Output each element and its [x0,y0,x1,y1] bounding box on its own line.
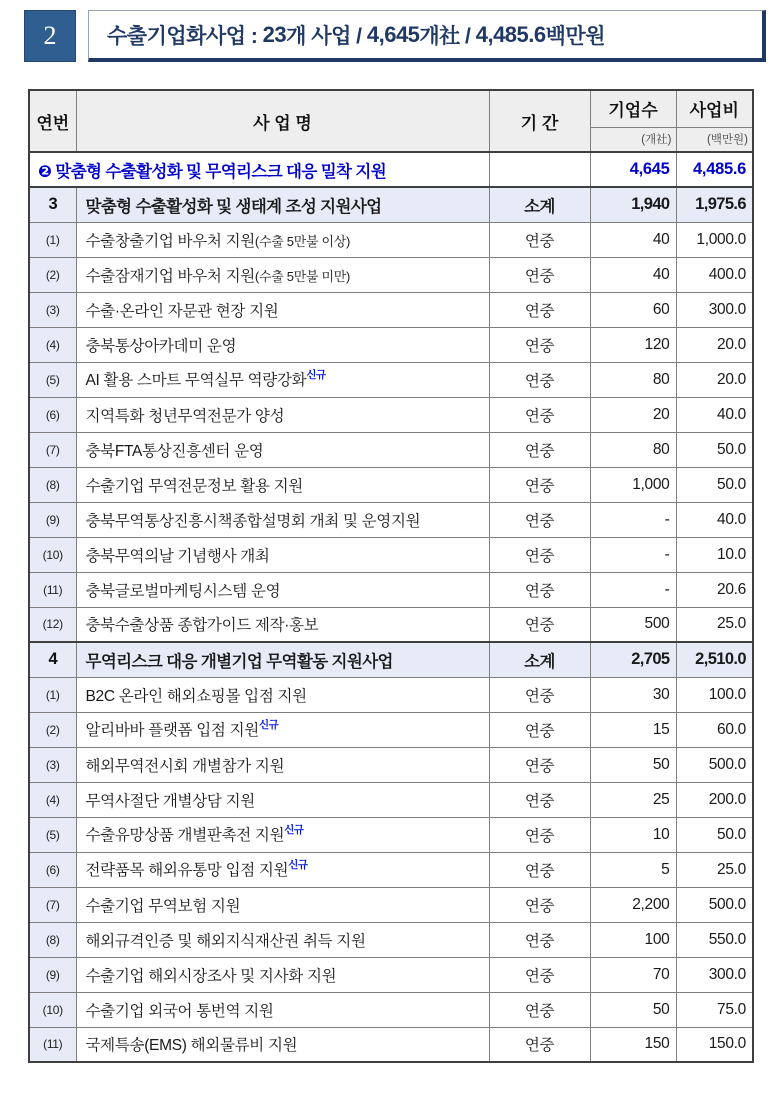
title-budget: 4,485.6 [475,21,546,47]
cell-budget: 500.0 [676,747,753,782]
cell-no: (11) [29,1027,76,1062]
cell-budget: 300.0 [676,292,753,327]
cell-no: (2) [29,712,76,747]
program-name: 해외무역전시회 개별참가 지원 [85,757,285,775]
cell-companies: 2,705 [590,642,676,677]
cell-name [76,607,489,642]
cell-no: (10) [29,537,76,572]
cell-companies: 60 [590,292,676,327]
cell-no: (11) [29,572,76,607]
cell-companies: - [590,537,676,572]
cell-name [76,852,489,887]
cell-budget: 500.0 [676,887,753,922]
cell-period: 연중 [489,572,590,607]
cell-budget: 300.0 [676,957,753,992]
cell-companies: 150 [590,1027,676,1062]
cell-total-name: ❷ 맞춤형 수출활성화 및 무역리스크 대응 밀착 지원 [29,152,489,187]
cell-companies: 25 [590,782,676,817]
cell-budget: 100.0 [676,677,753,712]
cell-budget: 550.0 [676,922,753,957]
program-row [29,747,753,782]
cell-no: (3) [29,747,76,782]
program-row [29,677,753,712]
cell-companies: 40 [590,222,676,257]
cell-name [76,572,489,607]
cell-companies: 80 [590,362,676,397]
cell-companies: 1,000 [590,467,676,502]
cell-total-budget: 4,485.6 [676,152,753,187]
cell-companies: 50 [590,992,676,1027]
program-name: AI 활용 스마트 무역실무 역량강화 [85,372,307,390]
program-row [29,957,753,992]
section-number-badge [24,10,76,62]
cell-companies: 500 [590,607,676,642]
title-count-companies: 4,645 [366,21,420,47]
cell-period: 연중 [489,817,590,852]
cell-no: (5) [29,817,76,852]
cell-name [76,782,489,817]
cell-budget: 40.0 [676,397,753,432]
cell-total-period [489,152,590,187]
cell-name: 맞춤형 수출활성화 및 생태계 조성 지원사업 [76,187,489,222]
cell-period: 연중 [489,782,590,817]
cell-budget: 1,975.6 [676,187,753,222]
cell-budget: 25.0 [676,852,753,887]
cell-name [76,922,489,957]
cell-companies: 5 [590,852,676,887]
section-title-box [88,10,766,62]
cell-no: (2) [29,257,76,292]
cell-period: 연중 [489,1027,590,1062]
program-name: 알리바바 플랫폼 입점 지원 [85,722,259,740]
cell-name [76,502,489,537]
title-segment: 수출기업화사업 : [107,24,263,48]
program-name: 충북글로벌마케팅시스템 운영 [85,582,281,600]
col-header-period: 기 간 [489,90,590,152]
cell-budget: 50.0 [676,817,753,852]
cell-name [76,1027,489,1062]
cell-budget: 200.0 [676,782,753,817]
cell-name: 무역리스크 대응 개별기업 무역활동 지원사업 [76,642,489,677]
new-label: 신규 [306,369,326,382]
cell-no: (10) [29,992,76,1027]
cell-name [76,817,489,852]
col-header-companies: 기업수 [590,90,676,127]
program-name: B2C 온라인 해외쇼핑몰 입점 지원 [85,687,307,705]
cell-name [76,432,489,467]
col-header-budget: 사업비 [676,90,753,127]
cell-no: (8) [29,467,76,502]
cell-total-companies: 4,645 [590,152,676,187]
cell-period: 연중 [489,327,590,362]
new-label: 신규 [284,824,304,837]
program-name: 충북무역통상진흥시책종합설명회 개최 및 운영지원 [85,512,421,530]
cell-budget: 20.0 [676,362,753,397]
cell-budget: 400.0 [676,257,753,292]
program-row [29,327,753,362]
cell-companies: - [590,502,676,537]
cell-budget: 1,000.0 [676,222,753,257]
program-row [29,712,753,747]
cell-budget: 10.0 [676,537,753,572]
program-name-note: (수출 5만불 미만) [254,268,351,284]
cell-no: (6) [29,397,76,432]
program-name: 수출창출기업 바우처 지원 [85,232,255,250]
program-name: 수출·온라인 자문관 현장 지원 [85,302,279,320]
cell-name [76,467,489,502]
cell-period: 연중 [489,957,590,992]
cell-name [76,292,489,327]
cell-budget: 150.0 [676,1027,753,1062]
cell-period: 연중 [489,362,590,397]
program-row [29,257,753,292]
cell-no: (4) [29,327,76,362]
cell-companies: 70 [590,957,676,992]
title-segment: 개 사업 / [286,24,367,48]
cell-no: (7) [29,432,76,467]
cell-budget: 40.0 [676,502,753,537]
program-name: 수출기업 무역전문정보 활용 지원 [85,477,303,495]
program-row [29,607,753,642]
cell-period: 연중 [489,922,590,957]
cell-period: 연중 [489,537,590,572]
cell-budget: 60.0 [676,712,753,747]
cell-no: (3) [29,292,76,327]
program-table [28,89,754,1063]
section-number: 2 [43,21,57,50]
subtotal-row [29,187,753,222]
cell-no: (12) [29,607,76,642]
cell-budget: 75.0 [676,992,753,1027]
cell-no: 3 [29,187,76,222]
program-name: 충북무역의날 기념행사 개최 [85,547,270,565]
cell-period: 연중 [489,747,590,782]
cell-no: (5) [29,362,76,397]
program-row [29,922,753,957]
cell-name [76,747,489,782]
program-row [29,222,753,257]
cell-companies: 50 [590,747,676,782]
cell-budget: 50.0 [676,467,753,502]
cell-companies: 100 [590,922,676,957]
cell-period: 연중 [489,222,590,257]
program-row [29,852,753,887]
program-row [29,1027,753,1062]
cell-companies: 20 [590,397,676,432]
cell-period: 연중 [489,852,590,887]
program-name: 수출기업 외국어 통번역 지원 [85,1002,274,1020]
table-header [29,90,753,152]
col-header-name: 사 업 명 [76,90,489,152]
companies-unit-label: (개社) [590,127,676,152]
col-header-no: 연번 [29,90,76,152]
cell-companies: 80 [590,432,676,467]
cell-budget: 25.0 [676,607,753,642]
program-name: 수출유망상품 개별판촉전 지원 [85,827,285,845]
grand-total-row [29,152,753,187]
cell-no: (7) [29,887,76,922]
program-row [29,537,753,572]
cell-budget: 2,510.0 [676,642,753,677]
program-name: 지역특화 청년무역전문가 양성 [85,407,285,425]
cell-companies: 15 [590,712,676,747]
new-label: 신규 [288,859,308,872]
cell-period: 연중 [489,432,590,467]
cell-companies: - [590,572,676,607]
cell-period: 연중 [489,992,590,1027]
title-count-programs: 23 [262,21,287,47]
cell-name [76,677,489,712]
program-name: 무역사절단 개별상담 지원 [85,792,255,810]
new-label: 신규 [258,719,279,732]
cell-no: (1) [29,222,76,257]
cell-period: 소계 [489,642,590,677]
program-name: 수출기업 무역보험 지원 [85,897,241,915]
cell-period: 연중 [489,292,590,327]
program-row [29,782,753,817]
cell-no: (1) [29,677,76,712]
cell-period: 연중 [489,887,590,922]
cell-period: 연중 [489,397,590,432]
title-segment: 개社 / [419,24,476,48]
cell-period: 연중 [489,257,590,292]
budget-unit-label: (백만원) [676,127,753,152]
cell-no: (4) [29,782,76,817]
cell-no: (9) [29,502,76,537]
cell-no: (9) [29,957,76,992]
cell-name [76,397,489,432]
program-row [29,362,753,397]
program-name: 충북통상아카데미 운영 [85,337,237,355]
cell-period: 연중 [489,712,590,747]
cell-period: 연중 [489,467,590,502]
cell-period: 연중 [489,607,590,642]
program-row [29,992,753,1027]
cell-budget: 20.0 [676,327,753,362]
program-row [29,432,753,467]
cell-period: 연중 [489,502,590,537]
cell-name [76,327,489,362]
program-name: 충북수출상품 종합가이드 제작·홍보 [85,617,319,635]
program-row [29,572,753,607]
cell-period: 소계 [489,187,590,222]
cell-budget: 50.0 [676,432,753,467]
cell-no: 4 [29,642,76,677]
cell-name [76,257,489,292]
program-name: 수출잠재기업 바우처 지원 [85,267,255,285]
program-name: 국제특송(EMS) 해외물류비 지원 [85,1037,298,1055]
cell-name [76,887,489,922]
program-name: 수출기업 해외시장조사 및 지사화 지원 [85,967,337,985]
program-row [29,467,753,502]
program-name-note: (수출 5만불 이상) [254,233,351,249]
cell-companies: 120 [590,327,676,362]
cell-name [76,537,489,572]
cell-name [76,992,489,1027]
cell-name [76,957,489,992]
cell-companies: 2,200 [590,887,676,922]
program-name: 전략품목 해외유통망 입점 지원 [85,862,289,880]
program-name: 해외규격인증 및 해외지식재산권 취득 지원 [85,932,366,950]
program-row [29,502,753,537]
program-name: 충북FTA통상진흥센터 운영 [85,442,264,460]
cell-no: (8) [29,922,76,957]
cell-period: 연중 [489,677,590,712]
cell-name [76,362,489,397]
subtotal-row [29,642,753,677]
program-row [29,292,753,327]
title-segment: 백만원 [545,24,605,48]
program-row [29,887,753,922]
cell-companies: 30 [590,677,676,712]
table-body [29,152,753,1062]
program-row [29,397,753,432]
cell-no: (6) [29,852,76,887]
cell-name [76,712,489,747]
cell-companies: 10 [590,817,676,852]
cell-companies: 1,940 [590,187,676,222]
header-row-main [29,90,753,127]
cell-companies: 40 [590,257,676,292]
program-row [29,817,753,852]
cell-name [76,222,489,257]
cell-budget: 20.6 [676,572,753,607]
